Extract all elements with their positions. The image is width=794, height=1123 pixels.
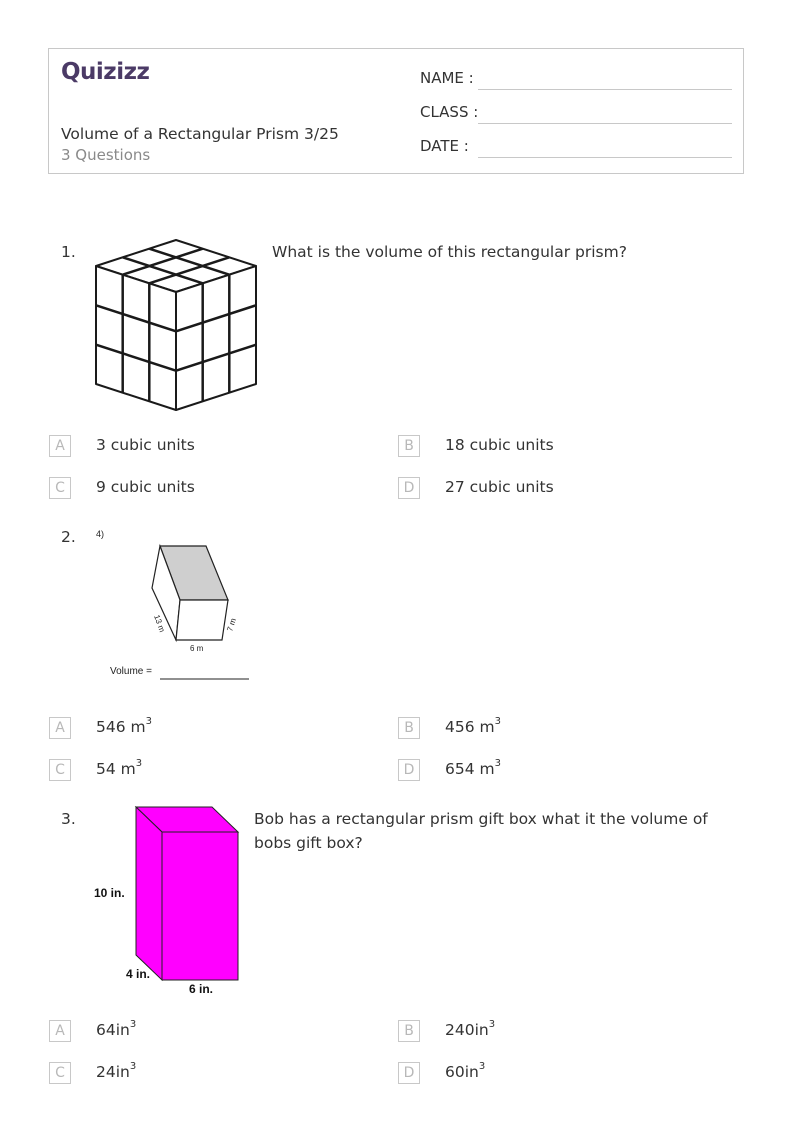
option-a-box[interactable]: A bbox=[49, 717, 71, 739]
question-number: 2. bbox=[61, 528, 76, 546]
option-b[interactable]: 18 cubic units bbox=[445, 436, 554, 454]
width-label: 6 in. bbox=[189, 982, 214, 996]
name-label: NAME : bbox=[420, 69, 474, 87]
option-b[interactable]: 456 $m^3$ bbox=[445, 716, 501, 737]
option-a[interactable]: 3 cubic units bbox=[96, 436, 195, 454]
question-count: 3 Questions bbox=[61, 146, 151, 164]
date-field[interactable] bbox=[478, 157, 732, 158]
option-d-box[interactable]: D bbox=[398, 1062, 420, 1084]
question-text: Bob has a rectangular prism gift box what it the volume of bobs gift box? bbox=[254, 810, 708, 852]
option-b-box[interactable]: B bbox=[398, 717, 420, 739]
option-c[interactable]: $24in^3$ bbox=[96, 1061, 137, 1082]
dim-label: 6 m bbox=[190, 644, 204, 653]
gift-box-figure bbox=[92, 804, 252, 1000]
option-a-box[interactable]: A bbox=[49, 435, 71, 457]
name-field[interactable] bbox=[478, 89, 732, 90]
worksheet-title: Volume of a Rectangular Prism 3/25 bbox=[61, 125, 339, 143]
option-c[interactable]: 54 $m^3$ bbox=[96, 758, 143, 779]
class-label: CLASS : bbox=[420, 103, 479, 121]
depth-label: 4 in. bbox=[126, 967, 151, 981]
dim-label: 13 m bbox=[152, 613, 167, 634]
option-a-box[interactable]: A bbox=[49, 1020, 71, 1042]
option-c-box[interactable]: C bbox=[49, 759, 71, 781]
option-d-box[interactable]: D bbox=[398, 759, 420, 781]
height-label: 10 in. bbox=[94, 886, 125, 900]
option-c-box[interactable]: C bbox=[49, 477, 71, 499]
option-d[interactable]: 654 $m^3$ bbox=[445, 758, 501, 779]
dim-label: 7 m bbox=[225, 617, 239, 633]
class-field[interactable] bbox=[478, 123, 732, 124]
worksheet-header bbox=[48, 48, 744, 174]
option-d-box[interactable]: D bbox=[398, 477, 420, 499]
cube-3x3-figure bbox=[94, 238, 258, 412]
option-c-box[interactable]: C bbox=[49, 1062, 71, 1084]
prism-figure bbox=[92, 524, 262, 688]
option-d[interactable]: 27 cubic units bbox=[445, 478, 554, 496]
option-b-box[interactable]: B bbox=[398, 435, 420, 457]
volume-label: Volume = bbox=[110, 666, 152, 677]
option-a[interactable]: $64in^3$ bbox=[96, 1019, 137, 1040]
option-a[interactable]: 546 $m^3$ bbox=[96, 716, 152, 737]
question-text: What is the volume of this rectangular prism? bbox=[272, 243, 627, 261]
quizizz-logo: Quizizz bbox=[61, 59, 150, 85]
question-number: 1. bbox=[61, 243, 76, 261]
option-d[interactable]: $60in^3$ bbox=[445, 1061, 486, 1082]
date-label: DATE : bbox=[420, 137, 469, 155]
option-b[interactable]: $240in^3$ bbox=[445, 1019, 496, 1040]
option-b-box[interactable]: B bbox=[398, 1020, 420, 1042]
figure-label: 4) bbox=[96, 529, 105, 539]
question-number: 3. bbox=[61, 810, 76, 828]
option-c[interactable]: 9 cubic units bbox=[96, 478, 195, 496]
